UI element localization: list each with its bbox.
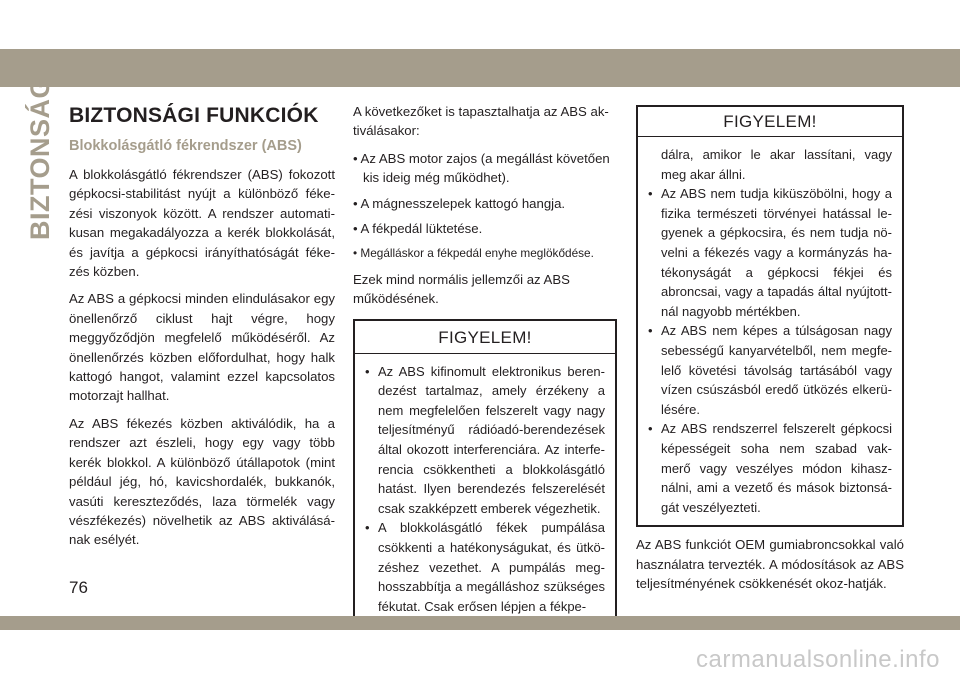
warning-item: • Az ABS nem képes a túlságosan nagy sebességű kanyarvételből, nem megfe-lelő követési távolság tartásából vagy vízen csúszásból eredő ütközés elkerü-lésére. (646, 321, 892, 419)
paragraph: Az ABS a gépkocsi minden elindulásakor egy önellenőrző ciklust hajt végre, hogy meggyőződjön megfelelő működéséről. Az önellenőrzés közben előfordulhat, hogy halk kattogó hangot, valamint ezzel kapcsolatos motorzajt hallhat. (69, 291, 335, 404)
paragraph: Az ABS fékezés közben aktiválódik, ha a rendszer azt észleli, hogy egy vagy több kerék blokkol. A különböző útállapotok (mint például jég, hó, kavicshordalék, bukkanók, vasúti kereszteződés, laza törmelék vagy vészfékezés) növelhetik az ABS aktiválásá-nak esélyét. (69, 415, 335, 548)
header-bar (0, 49, 960, 87)
warning-item: • Az ABS rendszerrel felszerelt gépkocsi képességeit soha nem szabad vak-merő vagy veszélyes módon kihasz-nálni, ami a vezető és mások biztonsá-gát veszélyezteti. (646, 419, 892, 517)
column-2 (353, 102, 617, 626)
list-item: • Az ABS motor zajos (a megállást követően kis ideig még működhet). (353, 150, 610, 186)
paragraph: Ezek mind normális jellemzői az ABS működésének. (353, 271, 570, 307)
top-margin (0, 0, 960, 49)
page-title: BIZTONSÁGI FUNKCIÓK (69, 104, 319, 127)
warning-item-continued: dálra, amikor le akar lassítani, vagy meg akar állni. (661, 147, 892, 182)
list-item: • A mágnesszelepek kattogó hangja. (353, 195, 566, 211)
warning-item: • Az ABS kifinomult elektronikus beren-dezést tartalmaz, amely érzékeny a nem megfelelően felszerelt vagy nagy teljesítményű rádióadó-berendezések által okozott interferenciára. Az interfe-rencia csökkentheti a blokkolásgátló hatást. Ilyen berendezés felszerelését csak szakképzett emberek végezhetik. (363, 362, 605, 519)
warning-item: • Az ABS nem tudja kiküszöbölni, hogy a fizika természeti törvényei hatással le-gyenek a gépkocsira, és nem tudja nö-velni a fékezés vagy a kormányzás ha-tékonyságát a gépkocsi fékjei és abroncsai, vagy a tapadás által nyújtott-nál nagyobb mértékben. (646, 184, 892, 321)
watermark: carmanualsonline.info (696, 646, 940, 673)
paragraph: A következőket is tapasztalhatja az ABS ak-tiválásakor: (353, 104, 609, 139)
column-1 (69, 104, 335, 558)
warning-body (355, 354, 615, 625)
footer-bar (0, 616, 960, 630)
paragraph: A blokkolásgátló fékrendszer (ABS) fokozott gépkocsi-stabilitást nyújt a különböző féke-zési viszonyok között. A rendszer automati-kusan megakadályozza a kerék blokkolását, és javítja a gépkocsi irányíthatóságát féke-zés közben. (69, 167, 335, 280)
page-number: 76 (69, 578, 88, 597)
section-subtitle: Blokkolásgátló fékrendszer (ABS) (69, 138, 302, 154)
section-side-label: BIZTONSÁG (25, 76, 55, 240)
list-item: • A fékpedál lüktetése. (353, 221, 483, 237)
warning-box-continued (636, 105, 904, 527)
warning-item: • A blokkolásgátló fékek pumpálása csökkenti a hatékonyságukat, és ütkö-zéshez vezethet. A pumpálás meg-hosszabbítja a megálláshoz szükséges fékutat. Csak erősen lépjen a fékpe- (363, 518, 605, 616)
list-item: • Megálláskor a fékpedál enyhe meglökődése. (353, 246, 594, 261)
warning-body (638, 137, 902, 525)
warning-title: FIGYELEM! (355, 321, 615, 354)
column-3 (636, 105, 904, 602)
paragraph: Az ABS funkciót OEM gumiabroncsokkal való használatra tervezték. A módosítások az ABS teljesítményének csökkenését okoz-hatják. (636, 537, 904, 592)
warning-title: FIGYELEM! (638, 107, 902, 137)
warning-box (353, 319, 617, 627)
